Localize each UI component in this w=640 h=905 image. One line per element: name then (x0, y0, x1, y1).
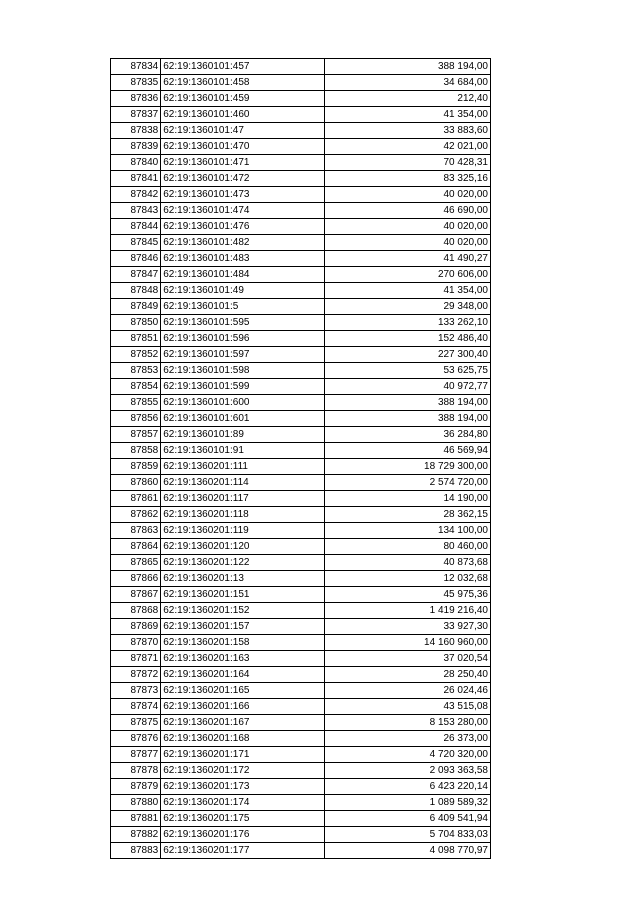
table-row (111, 587, 491, 603)
cadastral-value-cell: 46 569,94 (325, 443, 491, 459)
row-id-cell: 87850 (111, 315, 161, 331)
row-id-cell: 87839 (111, 139, 161, 155)
row-id-cell: 87871 (111, 651, 161, 667)
table-row (111, 187, 491, 203)
table-row (111, 459, 491, 475)
row-id-cell: 87858 (111, 443, 161, 459)
cadastral-number-cell: 62:19:1360101:601 (161, 411, 325, 427)
table-row (111, 491, 491, 507)
table-row (111, 123, 491, 139)
cadastral-value-cell: 8 153 280,00 (325, 715, 491, 731)
cadastral-number-cell: 62:19:1360101:598 (161, 363, 325, 379)
cadastral-value-cell: 4 098 770,97 (325, 843, 491, 859)
row-id-cell: 87865 (111, 555, 161, 571)
cadastral-number-cell: 62:19:1360101:597 (161, 347, 325, 363)
table-row (111, 507, 491, 523)
cadastral-number-cell: 62:19:1360101:459 (161, 91, 325, 107)
row-id-cell: 87847 (111, 267, 161, 283)
row-id-cell: 87838 (111, 123, 161, 139)
table-row (111, 571, 491, 587)
table-row (111, 475, 491, 491)
row-id-cell: 87864 (111, 539, 161, 555)
cadastral-value-cell: 33 927,30 (325, 619, 491, 635)
row-id-cell: 87836 (111, 91, 161, 107)
cadastral-value-cell: 46 690,00 (325, 203, 491, 219)
cadastral-value-cell: 42 021,00 (325, 139, 491, 155)
cadastral-value-cell: 28 362,15 (325, 507, 491, 523)
table-row (111, 731, 491, 747)
table-row (111, 59, 491, 75)
row-id-cell: 87878 (111, 763, 161, 779)
table-row (111, 139, 491, 155)
cadastral-number-cell: 62:19:1360201:176 (161, 827, 325, 843)
table-row (111, 267, 491, 283)
table-row (111, 91, 491, 107)
cadastral-number-cell: 62:19:1360201:114 (161, 475, 325, 491)
cadastral-value-cell: 80 460,00 (325, 539, 491, 555)
table-row (111, 411, 491, 427)
cadastral-value-cell: 14 160 960,00 (325, 635, 491, 651)
row-id-cell: 87883 (111, 843, 161, 859)
cadastral-number-cell: 62:19:1360201:13 (161, 571, 325, 587)
cadastral-value-cell: 26 373,00 (325, 731, 491, 747)
row-id-cell: 87841 (111, 171, 161, 187)
cadastral-number-cell: 62:19:1360101:471 (161, 155, 325, 171)
table-row (111, 171, 491, 187)
table-row (111, 827, 491, 843)
cadastral-value-cell: 40 873,68 (325, 555, 491, 571)
cadastral-value-cell: 41 354,00 (325, 107, 491, 123)
cadastral-value-cell: 227 300,40 (325, 347, 491, 363)
row-id-cell: 87873 (111, 683, 161, 699)
cadastral-number-cell: 62:19:1360201:166 (161, 699, 325, 715)
cadastral-value-cell: 12 032,68 (325, 571, 491, 587)
cadastral-value-cell: 134 100,00 (325, 523, 491, 539)
cadastral-value-cell: 36 284,80 (325, 427, 491, 443)
table-row (111, 395, 491, 411)
cadastral-value-cell: 40 020,00 (325, 219, 491, 235)
row-id-cell: 87879 (111, 779, 161, 795)
table-row (111, 219, 491, 235)
cadastral-value-cell: 6 409 541,94 (325, 811, 491, 827)
table-row (111, 75, 491, 91)
cadastral-number-cell: 62:19:1360201:117 (161, 491, 325, 507)
table-row (111, 235, 491, 251)
cadastral-number-cell: 62:19:1360101:49 (161, 283, 325, 299)
row-id-cell: 87854 (111, 379, 161, 395)
row-id-cell: 87863 (111, 523, 161, 539)
table-row (111, 635, 491, 651)
cadastral-value-cell: 29 348,00 (325, 299, 491, 315)
row-id-cell: 87856 (111, 411, 161, 427)
row-id-cell: 87861 (111, 491, 161, 507)
row-id-cell: 87846 (111, 251, 161, 267)
cadastral-number-cell: 62:19:1360201:168 (161, 731, 325, 747)
cadastral-value-cell: 70 428,31 (325, 155, 491, 171)
cadastral-number-cell: 62:19:1360201:122 (161, 555, 325, 571)
cadastral-value-cell: 2 574 720,00 (325, 475, 491, 491)
row-id-cell: 87870 (111, 635, 161, 651)
table-row (111, 715, 491, 731)
table-row (111, 683, 491, 699)
cadastral-value-cell: 4 720 320,00 (325, 747, 491, 763)
cadastral-value-cell: 152 486,40 (325, 331, 491, 347)
cadastral-number-cell: 62:19:1360101:596 (161, 331, 325, 347)
cadastral-value-cell: 388 194,00 (325, 59, 491, 75)
cadastral-number-cell: 62:19:1360201:157 (161, 619, 325, 635)
cadastral-number-cell: 62:19:1360201:174 (161, 795, 325, 811)
cadastral-number-cell: 62:19:1360101:483 (161, 251, 325, 267)
cadastral-value-cell: 41 490,27 (325, 251, 491, 267)
row-id-cell: 87872 (111, 667, 161, 683)
row-id-cell: 87859 (111, 459, 161, 475)
table-row (111, 283, 491, 299)
table-row (111, 763, 491, 779)
table-row (111, 523, 491, 539)
row-id-cell: 87855 (111, 395, 161, 411)
cadastral-number-cell: 62:19:1360201:120 (161, 539, 325, 555)
cadastral-value-cell: 28 250,40 (325, 667, 491, 683)
row-id-cell: 87844 (111, 219, 161, 235)
row-id-cell: 87876 (111, 731, 161, 747)
cadastral-value-cell: 1 419 216,40 (325, 603, 491, 619)
row-id-cell: 87849 (111, 299, 161, 315)
cadastral-number-cell: 62:19:1360201:172 (161, 763, 325, 779)
cadastral-value-cell: 6 423 220,14 (325, 779, 491, 795)
table-row (111, 843, 491, 859)
cadastral-number-cell: 62:19:1360201:151 (161, 587, 325, 603)
row-id-cell: 87837 (111, 107, 161, 123)
cadastral-number-cell: 62:19:1360101:470 (161, 139, 325, 155)
table-row (111, 315, 491, 331)
table-row (111, 779, 491, 795)
row-id-cell: 87862 (111, 507, 161, 523)
table-row (111, 667, 491, 683)
cadastral-value-cell: 40 972,77 (325, 379, 491, 395)
table-row (111, 811, 491, 827)
row-id-cell: 87874 (111, 699, 161, 715)
table-row (111, 107, 491, 123)
table-row (111, 155, 491, 171)
row-id-cell: 87843 (111, 203, 161, 219)
cadastral-value-cell: 45 975,36 (325, 587, 491, 603)
cadastral-value-cell: 5 704 833,03 (325, 827, 491, 843)
cadastral-value-cell: 26 024,46 (325, 683, 491, 699)
row-id-cell: 87877 (111, 747, 161, 763)
row-id-cell: 87857 (111, 427, 161, 443)
cadastral-number-cell: 62:19:1360201:171 (161, 747, 325, 763)
cadastral-number-cell: 62:19:1360101:458 (161, 75, 325, 91)
row-id-cell: 87852 (111, 347, 161, 363)
cadastral-value-cell: 388 194,00 (325, 411, 491, 427)
table-row (111, 299, 491, 315)
row-id-cell: 87866 (111, 571, 161, 587)
cadastral-value-cell: 83 325,16 (325, 171, 491, 187)
cadastral-number-cell: 62:19:1360201:152 (161, 603, 325, 619)
cadastral-value-cell: 43 515,08 (325, 699, 491, 715)
table-row (111, 443, 491, 459)
row-id-cell: 87840 (111, 155, 161, 171)
table-row (111, 203, 491, 219)
cadastral-number-cell: 62:19:1360201:163 (161, 651, 325, 667)
cadastral-number-cell: 62:19:1360101:91 (161, 443, 325, 459)
table-row (111, 603, 491, 619)
cadastral-number-cell: 62:19:1360101:476 (161, 219, 325, 235)
table-row (111, 251, 491, 267)
cadastral-number-cell: 62:19:1360101:482 (161, 235, 325, 251)
cadastral-value-cell: 212,40 (325, 91, 491, 107)
row-id-cell: 87845 (111, 235, 161, 251)
row-id-cell: 87851 (111, 331, 161, 347)
cadastral-value-cell: 133 262,10 (325, 315, 491, 331)
row-id-cell: 87842 (111, 187, 161, 203)
cadastral-number-cell: 62:19:1360201:111 (161, 459, 325, 475)
table-row (111, 795, 491, 811)
cadastral-number-cell: 62:19:1360201:118 (161, 507, 325, 523)
table-row (111, 555, 491, 571)
cadastral-number-cell: 62:19:1360201:175 (161, 811, 325, 827)
table-row (111, 347, 491, 363)
cadastral-number-cell: 62:19:1360101:595 (161, 315, 325, 331)
row-id-cell: 87834 (111, 59, 161, 75)
row-id-cell: 87848 (111, 283, 161, 299)
table-body (111, 59, 491, 859)
cadastral-number-cell: 62:19:1360201:165 (161, 683, 325, 699)
cadastral-number-cell: 62:19:1360101:89 (161, 427, 325, 443)
table-row (111, 619, 491, 635)
row-id-cell: 87853 (111, 363, 161, 379)
cadastral-number-cell: 62:19:1360201:158 (161, 635, 325, 651)
row-id-cell: 87860 (111, 475, 161, 491)
cadastral-number-cell: 62:19:1360101:457 (161, 59, 325, 75)
row-id-cell: 87880 (111, 795, 161, 811)
table-row (111, 651, 491, 667)
cadastral-value-cell: 37 020,54 (325, 651, 491, 667)
row-id-cell: 87869 (111, 619, 161, 635)
cadastral-number-cell: 62:19:1360201:164 (161, 667, 325, 683)
cadastral-number-cell: 62:19:1360201:173 (161, 779, 325, 795)
cadastral-value-cell: 40 020,00 (325, 235, 491, 251)
cadastral-number-cell: 62:19:1360201:177 (161, 843, 325, 859)
table-row (111, 747, 491, 763)
cadastral-value-cell: 1 089 589,32 (325, 795, 491, 811)
table-row (111, 379, 491, 395)
cadastral-number-cell: 62:19:1360101:484 (161, 267, 325, 283)
cadastral-value-cell: 270 606,00 (325, 267, 491, 283)
cadastral-value-cell: 40 020,00 (325, 187, 491, 203)
table-row (111, 331, 491, 347)
row-id-cell: 87881 (111, 811, 161, 827)
cadastral-value-cell: 14 190,00 (325, 491, 491, 507)
cadastral-number-cell: 62:19:1360101:472 (161, 171, 325, 187)
cadastral-number-cell: 62:19:1360201:167 (161, 715, 325, 731)
row-id-cell: 87882 (111, 827, 161, 843)
row-id-cell: 87867 (111, 587, 161, 603)
table-row (111, 363, 491, 379)
cadastral-number-cell: 62:19:1360101:473 (161, 187, 325, 203)
cadastral-value-cell: 33 883,60 (325, 123, 491, 139)
cadastral-value-cell: 18 729 300,00 (325, 459, 491, 475)
cadastral-number-cell: 62:19:1360101:599 (161, 379, 325, 395)
table-row (111, 699, 491, 715)
cadastral-number-cell: 62:19:1360101:474 (161, 203, 325, 219)
cadastral-number-cell: 62:19:1360101:460 (161, 107, 325, 123)
cadastral-number-cell: 62:19:1360101:47 (161, 123, 325, 139)
row-id-cell: 87868 (111, 603, 161, 619)
cadastral-value-table (110, 58, 491, 859)
cadastral-number-cell: 62:19:1360101:600 (161, 395, 325, 411)
cadastral-value-cell: 34 684,00 (325, 75, 491, 91)
cadastral-value-cell: 41 354,00 (325, 283, 491, 299)
cadastral-value-cell: 388 194,00 (325, 395, 491, 411)
cadastral-number-cell: 62:19:1360201:119 (161, 523, 325, 539)
table-row (111, 427, 491, 443)
cadastral-value-cell: 53 625,75 (325, 363, 491, 379)
cadastral-number-cell: 62:19:1360101:5 (161, 299, 325, 315)
row-id-cell: 87835 (111, 75, 161, 91)
cadastral-value-cell: 2 093 363,58 (325, 763, 491, 779)
row-id-cell: 87875 (111, 715, 161, 731)
table-row (111, 539, 491, 555)
